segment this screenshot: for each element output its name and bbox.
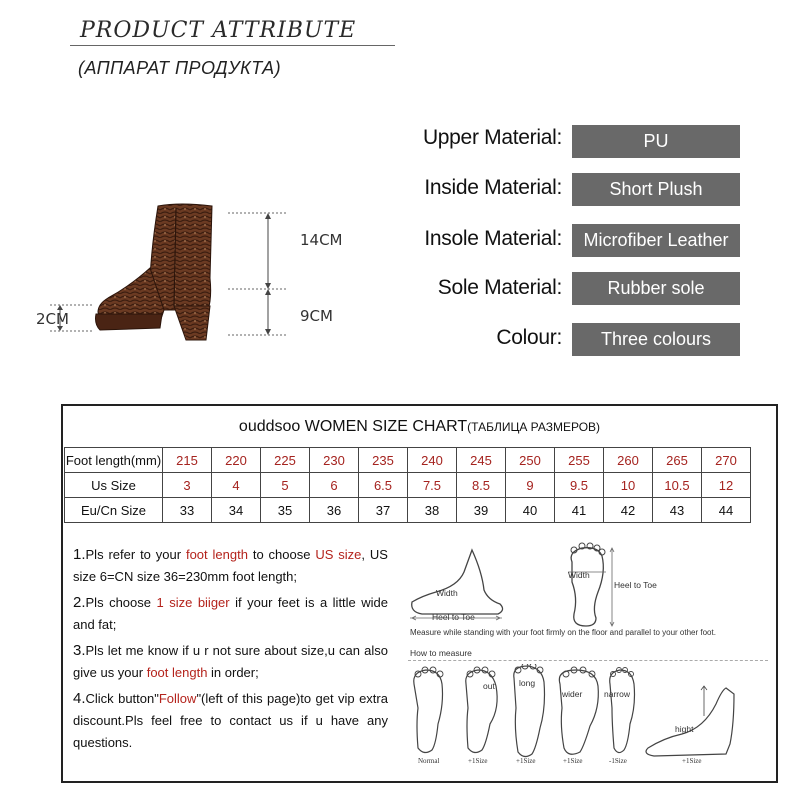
note-text: "(left of this page)to get vip extra discount.Pls feel free to contact us if u have any questions. (73, 691, 388, 750)
table-cell: 270 (702, 448, 751, 473)
table-cell: 41 (555, 498, 604, 523)
size-chart-title-text: ouddsoo WOMEN SIZE CHART (238, 418, 468, 435)
heel-to-toe-label-side: Heel to Toe (432, 612, 475, 622)
table-cell: 39 (457, 498, 506, 523)
caption-high: +1Size (682, 757, 702, 765)
insole-material-label: Insole Material: (424, 227, 562, 250)
size-table (64, 447, 751, 523)
row-header-eu-cn-size: Eu/Cn Size (65, 498, 163, 523)
note-text: Click button" (85, 691, 159, 706)
size-chart-title-suffix: (ТАБЛИЦА РАЗМЕРОВ) (467, 420, 601, 434)
foot-tag-wider: wider (562, 689, 583, 699)
note-text: in order; (207, 665, 259, 680)
caption-wider: +1Size (563, 757, 583, 765)
note-highlight: foot length (185, 547, 248, 562)
heel-height-label: 9CM (300, 307, 333, 325)
table-cell: 3 (163, 473, 212, 498)
table-cell: 38 (408, 498, 457, 523)
note-text: Pls choose (85, 595, 157, 610)
table-cell: 35 (261, 498, 310, 523)
insole-material-value: Microfiber Leather (572, 224, 740, 257)
note-4 (73, 688, 388, 754)
width-label-sole: Width (568, 570, 590, 580)
table-cell: 4 (212, 473, 261, 498)
note-highlight: US size (315, 547, 362, 562)
table-cell: 6 (310, 473, 359, 498)
table-cell: 245 (457, 448, 506, 473)
foot-tag-narrow: narrow (604, 689, 630, 699)
table-cell: 215 (163, 448, 212, 473)
table-cell: 12 (702, 473, 751, 498)
how-to-measure-label: How to measure (410, 648, 472, 658)
shaft-height-label: 14CM (300, 231, 343, 249)
table-cell: 9 (506, 473, 555, 498)
sole-foot-outline (571, 548, 603, 626)
size-chart-title (63, 418, 776, 436)
side-foot-outline (412, 550, 503, 614)
table-cell: 255 (555, 448, 604, 473)
inside-material-value: Short Plush (572, 173, 740, 206)
table-cell: 43 (653, 498, 702, 523)
table-cell: 9.5 (555, 473, 604, 498)
foot-narrow (610, 670, 635, 753)
caption-normal: Normal (418, 757, 440, 765)
note-number: 1. (73, 546, 86, 563)
table-row (65, 498, 751, 523)
table-cell: 230 (310, 448, 359, 473)
table-cell: 240 (408, 448, 457, 473)
note-text: if your feet is a little wide and fat; (73, 595, 389, 632)
width-label-side: Width (436, 588, 458, 598)
table-cell: 220 (212, 448, 261, 473)
note-highlight: foot length (146, 665, 208, 680)
foot-tag-out: out (483, 681, 495, 691)
note-text: , US size 6=CN size 36=230mm foot length; (73, 547, 388, 584)
table-cell: 225 (261, 448, 310, 473)
sole-material-value: Rubber sole (572, 272, 740, 305)
how-to-divider (408, 660, 768, 661)
table-cell: 235 (359, 448, 408, 473)
table-cell: 260 (604, 448, 653, 473)
note-text: Pls let me know if u r not sure about size,u can also give us your (73, 643, 388, 680)
foot-tag-long: long (519, 678, 536, 688)
caption-out: +1Size (468, 757, 488, 765)
table-row (65, 473, 751, 498)
table-cell: 10 (604, 473, 653, 498)
caption-narrow: -1Size (609, 757, 627, 765)
table-cell: 34 (212, 498, 261, 523)
size-notes (73, 544, 388, 758)
inside-material-label: Inside Material: (424, 176, 562, 199)
table-cell: 7.5 (408, 473, 457, 498)
table-cell: 8.5 (457, 473, 506, 498)
foot-high (646, 688, 734, 756)
note-highlight: Follow (158, 691, 197, 706)
table-cell: 36 (310, 498, 359, 523)
table-row (65, 448, 751, 473)
colour-label: Colour: (496, 326, 562, 349)
colour-value: Three colours (572, 323, 740, 356)
note-3 (73, 640, 388, 684)
table-cell: 33 (163, 498, 212, 523)
row-header-foot-length: Foot length(mm) (65, 448, 163, 473)
feet-diagrams (404, 664, 774, 760)
note-number: 2. (73, 594, 86, 611)
note-2 (73, 592, 388, 636)
table-cell: 10.5 (653, 473, 702, 498)
table-cell: 265 (653, 448, 702, 473)
title-underline (70, 45, 395, 46)
upper-material-value: PU (572, 125, 740, 158)
sole-material-label: Sole Material: (437, 276, 562, 299)
caption-long: +1Size (516, 757, 536, 765)
row-header-us-size: Us Size (65, 473, 163, 498)
table-cell: 250 (506, 448, 555, 473)
table-cell: 42 (604, 498, 653, 523)
foot-normal (414, 670, 443, 753)
note-highlight: 1 size biiger (156, 595, 230, 610)
foot-wider (559, 670, 598, 754)
note-number: 3. (73, 642, 86, 659)
upper-material-label: Upper Material: (422, 126, 562, 149)
note-text: to choose (247, 547, 316, 562)
note-1 (73, 544, 388, 588)
heel-to-toe-label-sole: Heel to Toe (614, 580, 657, 590)
table-cell: 5 (261, 473, 310, 498)
platform-height-label: 2CM (36, 310, 69, 328)
table-cell: 6.5 (359, 473, 408, 498)
note-number: 4. (73, 690, 86, 707)
foot-tag-high: hight (675, 724, 694, 734)
table-cell: 37 (359, 498, 408, 523)
measure-instruction: Measure while standing with your foot firmly on the floor and parallel to your other foot. (410, 628, 716, 637)
table-cell: 40 (506, 498, 555, 523)
page-title: PRODUCT ATTRIBUTE (80, 18, 357, 43)
table-cell: 44 (702, 498, 751, 523)
note-text: Pls refer to your (85, 547, 186, 562)
page-subtitle: (АППАРАТ ПРОДУКТА) (78, 58, 282, 78)
